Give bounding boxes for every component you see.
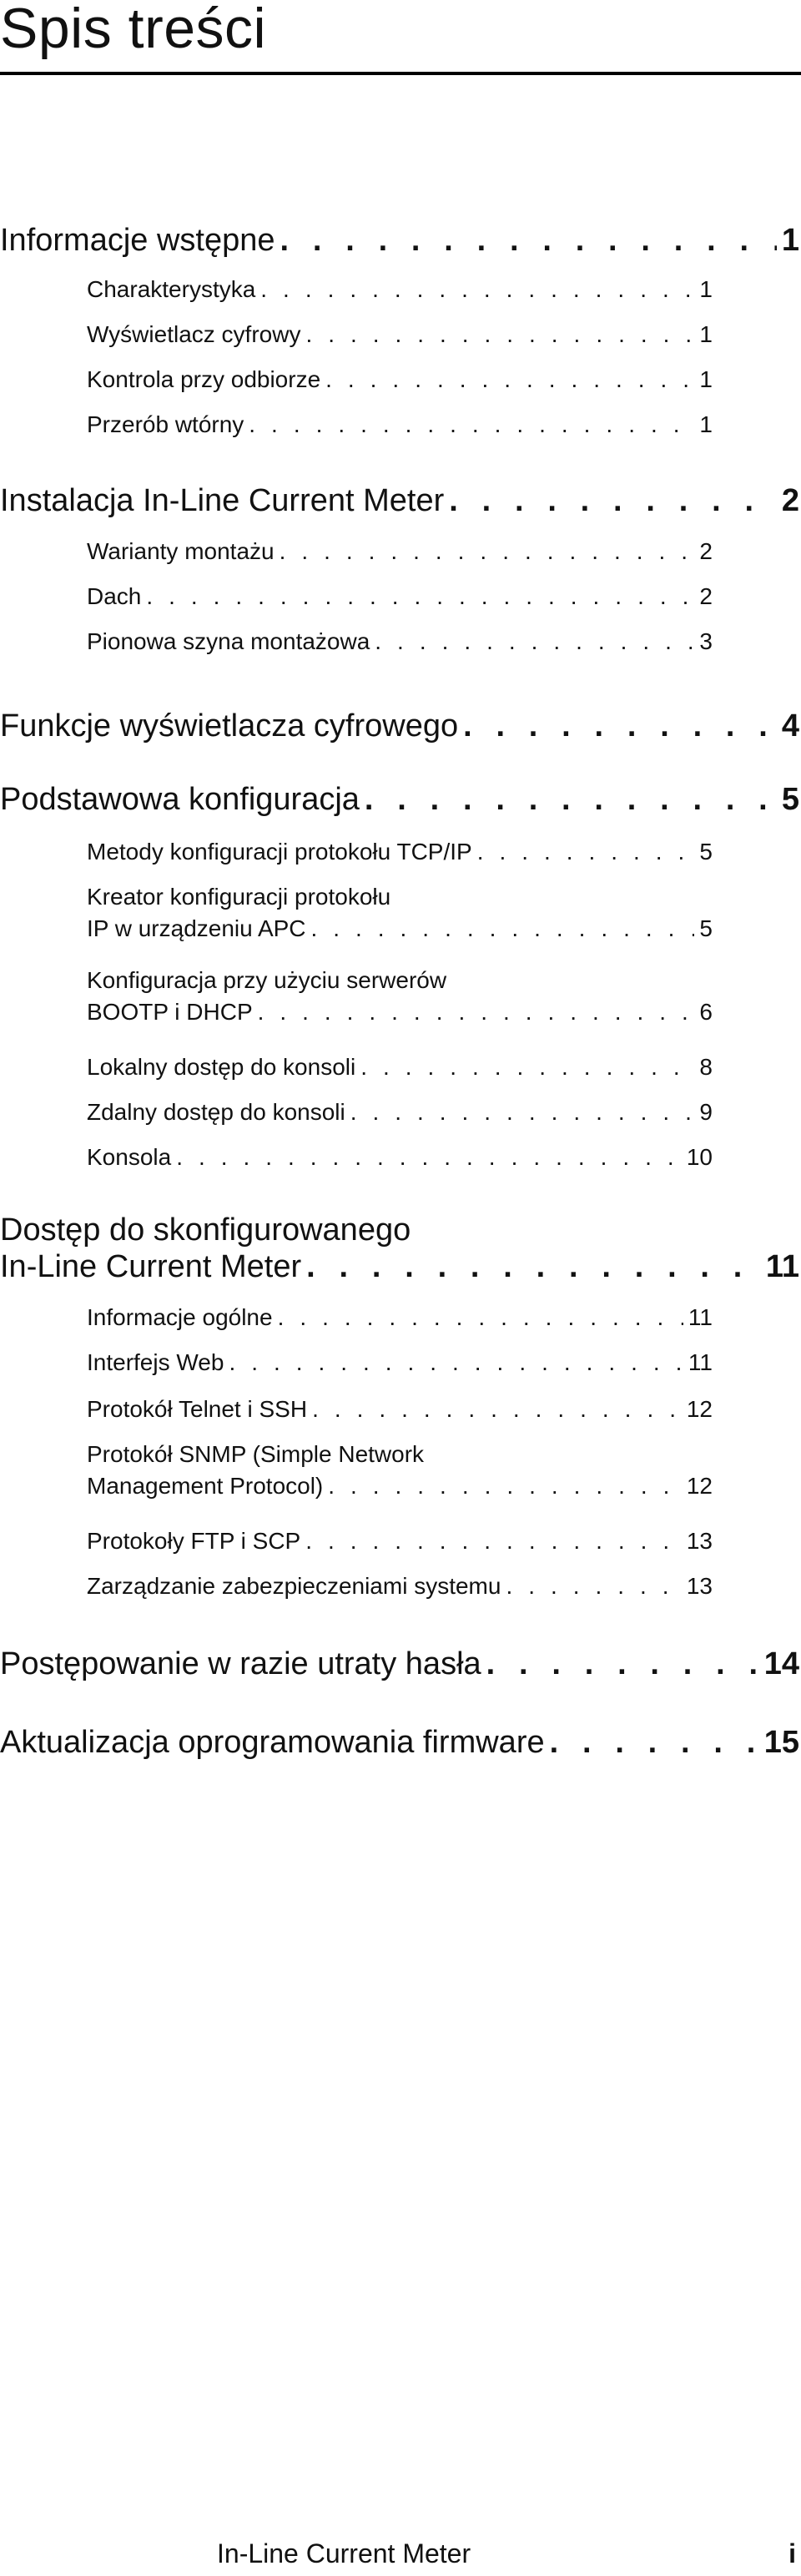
toc-item-telnet-ssh[interactable] <box>87 1395 713 1424</box>
toc-page-number: 12 <box>686 1473 713 1499</box>
toc-entry-label: BOOTP i DHCP <box>87 999 253 1025</box>
toc-item-metody-konfiguracji[interactable] <box>87 838 713 866</box>
page-title: Spis treści <box>0 0 267 60</box>
leader-dots <box>176 1143 682 1172</box>
toc-entry-line2 <box>87 996 713 1028</box>
toc-page-number: 2 <box>781 483 799 518</box>
leader-dots <box>311 913 695 945</box>
toc-entry-label: Podstawowa konfiguracja <box>0 782 360 817</box>
toc-item-wyswietlacz-cyfrowy[interactable] <box>87 320 713 349</box>
toc-entry-label: Konsola <box>87 1144 172 1170</box>
toc-section-dostep-do-skonfigurowanego[interactable] <box>0 1212 799 1285</box>
toc-entry-label-line1: Dostęp do skonfigurowanego <box>0 1212 411 1248</box>
leader-dots <box>365 781 777 818</box>
leader-dots <box>278 1303 683 1332</box>
toc-entry-label: Management Protocol) <box>87 1473 324 1499</box>
toc-item-kontrola-przy-odbiorze[interactable] <box>87 365 713 394</box>
leader-dots <box>350 1098 695 1127</box>
toc-page-number: 4 <box>781 708 799 744</box>
toc-item-informacje-ogolne[interactable] <box>87 1303 713 1332</box>
toc-entry-label: In-Line Current Meter <box>0 1249 302 1284</box>
leader-dots <box>280 222 777 259</box>
toc-entry-label-line1: Protokół SNMP (Simple Network <box>87 1441 425 1467</box>
toc-entry-label-line1: Konfiguracja przy użyciu serwerów <box>87 967 447 993</box>
toc-page-number: 15 <box>763 1725 799 1760</box>
leader-dots <box>328 1470 682 1502</box>
leader-dots <box>325 365 694 394</box>
toc-page-number: 13 <box>686 1573 713 1599</box>
toc-item-interfejs-web[interactable] <box>87 1348 713 1377</box>
toc-entry-label: Przerób wtórny <box>87 411 244 437</box>
leader-dots <box>449 482 777 519</box>
toc-item-charakterystyka[interactable] <box>87 275 713 304</box>
toc-page-number: 3 <box>699 628 713 654</box>
leader-dots <box>229 1348 683 1377</box>
toc-page-number: 8 <box>699 1054 713 1080</box>
leader-dots <box>550 1724 759 1761</box>
toc-entry-line2 <box>0 1248 799 1285</box>
toc-page-number: 14 <box>763 1646 799 1681</box>
leader-dots <box>146 582 694 611</box>
page-footer <box>0 2537 801 2570</box>
toc-entry-label: Informacje wstępne <box>0 223 275 258</box>
toc-item-przerob-wtorny[interactable] <box>87 411 713 439</box>
leader-dots <box>506 1572 681 1601</box>
toc-section-utrata-hasla[interactable] <box>0 1646 799 1682</box>
leader-dots <box>305 320 694 349</box>
toc-item-snmp[interactable] <box>87 1439 713 1502</box>
toc-item-zarzadzanie-zabezpieczeniami[interactable] <box>87 1572 713 1601</box>
toc-section-funkcje-wyswietlacza[interactable] <box>0 708 799 744</box>
leader-dots <box>463 708 777 744</box>
toc-page-number: 5 <box>781 782 799 817</box>
toc-item-konfiguracja-bootp-dhcp[interactable] <box>87 965 713 1028</box>
leader-dots <box>280 537 695 566</box>
toc-page-number: 12 <box>686 1396 713 1422</box>
toc-page-number: 6 <box>699 999 713 1025</box>
toc-entry-label: Protokół Telnet i SSH <box>87 1396 308 1422</box>
toc-entry-label: Postępowanie w razie utraty hasła <box>0 1646 481 1681</box>
toc-section-informacje-wstepne[interactable] <box>0 222 799 259</box>
toc-entry-label: Warianty montażu <box>87 538 275 564</box>
toc-entry-label: Informacje ogólne <box>87 1304 273 1330</box>
toc-item-konsola[interactable] <box>87 1143 713 1172</box>
toc-item-zdalny-dostep[interactable] <box>87 1098 713 1127</box>
toc-section-podstawowa-konfiguracja[interactable] <box>0 781 799 818</box>
toc-item-lokalny-dostep[interactable] <box>87 1053 713 1081</box>
toc-page-number: 2 <box>699 583 713 609</box>
toc-entry-label-line1: Kreator konfiguracji protokołu <box>87 884 391 910</box>
toc-page-number: 11 <box>688 1349 713 1375</box>
toc-page-number: 1 <box>699 321 713 347</box>
toc-item-ftp-scp[interactable] <box>87 1527 713 1555</box>
toc-page-number: 1 <box>699 366 713 392</box>
toc-entry-label: Instalacja In-Line Current Meter <box>0 483 445 518</box>
toc-item-pionowa-szyna[interactable] <box>87 628 713 656</box>
leader-dots <box>486 1646 759 1682</box>
toc-entry-line2 <box>87 913 713 945</box>
toc-entry-label: Pionowa szyna montażowa <box>87 628 370 654</box>
toc-page-number: 1 <box>699 411 713 437</box>
toc-entry-label: Aktualizacja oprogramowania firmware <box>0 1725 545 1760</box>
toc-item-kreator-konfiguracji[interactable] <box>87 881 713 945</box>
leader-dots <box>312 1395 682 1424</box>
toc-entry-label: Lokalny dostęp do konsoli <box>87 1054 356 1080</box>
leader-dots <box>305 1527 682 1555</box>
toc-section-aktualizacja-firmware[interactable] <box>0 1724 799 1761</box>
leader-dots <box>477 838 695 866</box>
leader-dots <box>306 1248 761 1285</box>
toc-page-number: 5 <box>699 839 713 865</box>
toc-page-number: 10 <box>686 1144 713 1170</box>
toc-entry-label: Dach <box>87 583 142 609</box>
toc-entry-label: Zdalny dostęp do konsoli <box>87 1099 345 1125</box>
toc-page-number: 11 <box>688 1304 713 1330</box>
leader-dots <box>258 996 695 1028</box>
toc-page-number: 1 <box>781 223 799 258</box>
toc-entry-label: Funkcje wyświetlacza cyfrowego <box>0 708 459 744</box>
toc-entry-label: IP w urządzeniu APC <box>87 915 306 941</box>
toc-section-instalacja[interactable] <box>0 482 799 519</box>
footer-title: In-Line Current Meter <box>217 2538 471 2568</box>
toc-page-number: 13 <box>686 1528 713 1554</box>
toc-page-number: 1 <box>699 276 713 302</box>
toc-item-dach[interactable] <box>87 582 713 611</box>
toc-page-number: 5 <box>699 915 713 941</box>
toc-entry-label: Kontrola przy odbiorze <box>87 366 321 392</box>
toc-page-number: 11 <box>765 1249 799 1284</box>
leader-dots <box>375 628 694 656</box>
toc-entry-label: Zarządzanie zabezpieczeniami systemu <box>87 1573 501 1599</box>
leader-dots <box>249 411 694 439</box>
toc-page-number: 2 <box>699 538 713 564</box>
toc-item-warianty-montazu[interactable] <box>87 537 713 566</box>
toc-entry-line2 <box>87 1470 713 1502</box>
toc-page-number: 9 <box>699 1099 713 1125</box>
toc-entry-label: Metody konfiguracji protokołu TCP/IP <box>87 839 472 865</box>
toc-entry-label: Wyświetlacz cyfrowy <box>87 321 301 347</box>
leader-dots <box>260 275 694 304</box>
toc-entry-label: Protokoły FTP i SCP <box>87 1528 301 1554</box>
leader-dots <box>360 1053 694 1081</box>
toc-entry-label: Charakterystyka <box>87 276 256 302</box>
toc-entry-label: Interfejs Web <box>87 1349 224 1375</box>
footer-page-number: i <box>788 2538 796 2568</box>
